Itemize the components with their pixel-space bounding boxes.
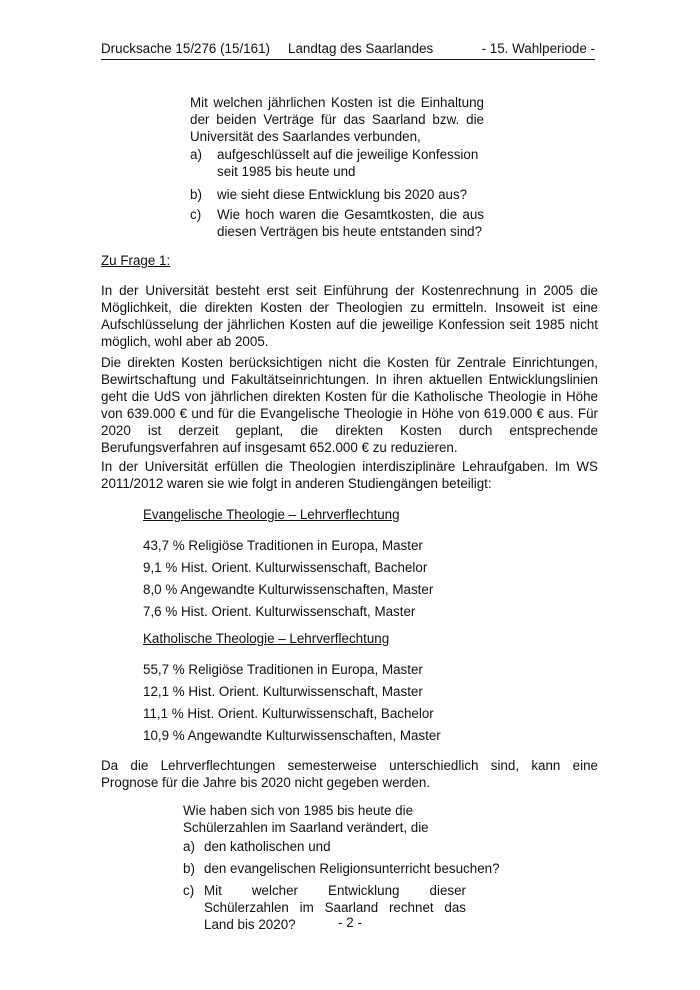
item-label: c) xyxy=(183,883,195,898)
item-text: den katholischen und xyxy=(204,839,331,854)
document-number: Drucksache 15/276 (15/161) xyxy=(101,41,270,56)
question-2-intro: Wie haben sich von 1985 bis heute die Schülerzahlen im Saarland verändert, die xyxy=(183,803,429,835)
item-text: Mit welcher Entwicklung dieser Schülerzahlen im Saarland rechnet das Land bis 2020? xyxy=(204,883,466,932)
item-text: wie sieht diese Entwicklung bis 2020 aus? xyxy=(217,187,468,202)
answer-1-paragraph-3: In der Universität erfüllen die Theologien interdisziplinäre Lehraufgaben. Im WS 2011/2012 waren sie wie folgt in anderen Studiengängen beteiligt: xyxy=(101,459,598,491)
parliament-name: Landtag des Saarlandes xyxy=(288,41,434,56)
catholic-line: 11,1 % Hist. Orient. Kulturwissenschaft, Bachelor xyxy=(143,706,434,721)
question-1-intro: Mit welchen jährlichen Kosten ist die Einhaltung der beiden Verträge für das Saarland bzw. die Universität des Saarlandes verbunden, xyxy=(190,95,484,144)
evangelical-line: 7,6 % Hist. Orient. Kulturwissenschaft, Master xyxy=(143,604,416,619)
answer-1-heading: Zu Frage 1: xyxy=(101,253,171,268)
item-text: Wie hoch waren die Gesamtkosten, die aus diesen Verträgen bis heute entstanden sind? xyxy=(217,207,484,239)
evangelical-line: 8,0 % Angewandte Kulturwissenschaften, Master xyxy=(143,582,434,597)
item-text: den evangelischen Religionsunterricht besuchen? xyxy=(204,861,500,876)
item-label: b) xyxy=(190,187,202,202)
evangelical-heading: Evangelische Theologie – Lehrverflechtung xyxy=(143,507,400,522)
catholic-heading: Katholische Theologie – Lehrverflechtung xyxy=(143,631,390,646)
item-label: c) xyxy=(190,207,202,222)
item-text: aufgeschlüsselt auf die jeweilige Konfession seit 1985 bis heute und xyxy=(217,147,479,179)
page-header xyxy=(101,41,595,60)
legislative-period: - 15. Wahlperiode - xyxy=(481,41,595,56)
item-label: a) xyxy=(183,839,195,854)
item-label: b) xyxy=(183,861,195,876)
answer-1-paragraph-1: In der Universität besteht erst seit Einführung der Kostenrechnung in 2005 die Möglichkeit, die direkten Kosten der Theologien zu ermitteln. Insoweit ist eine Aufschlüsselung der jährlichen Kosten auf die jeweilige Konfession seit 1985 nicht möglich, wohl aber ab 2005. xyxy=(101,283,598,349)
evangelical-line: 43,7 % Religiöse Traditionen in Europa, Master xyxy=(143,538,423,553)
catholic-line: 10,9 % Angewandte Kulturwissenschaften, Master xyxy=(143,728,441,743)
answer-1-paragraph-2: Die direkten Kosten berücksichtigen nicht die Kosten für Zentrale Einrichtungen, Bewirtschaftung und Fakultätseinrichtungen. In ihren aktuellen Entwicklungslinien geht die UdS von jährlichen direkten Kosten für die Katholische Theologie in Höhe von 639.000 € und für die Evangelische Theologie in Höhe von 619.000 € aus. Für 2020 ist derzeit geplant, die direkten Kosten durch entsprechende Berufungsverfahren auf insgesamt 652.000 € zu reduzieren. xyxy=(101,355,598,455)
catholic-line: 55,7 % Religiöse Traditionen in Europa, Master xyxy=(143,662,423,677)
answer-1-paragraph-4: Da die Lehrverflechtungen semesterweise unterschiedlich sind, kann eine Prognose für die Jahre bis 2020 nicht gegeben werden. xyxy=(101,758,598,790)
item-label: a) xyxy=(190,147,202,162)
catholic-line: 12,1 % Hist. Orient. Kulturwissenschaft, Master xyxy=(143,684,423,699)
page-number: - 2 - xyxy=(338,915,362,930)
evangelical-line: 9,1 % Hist. Orient. Kulturwissenschaft, Bachelor xyxy=(143,560,428,575)
